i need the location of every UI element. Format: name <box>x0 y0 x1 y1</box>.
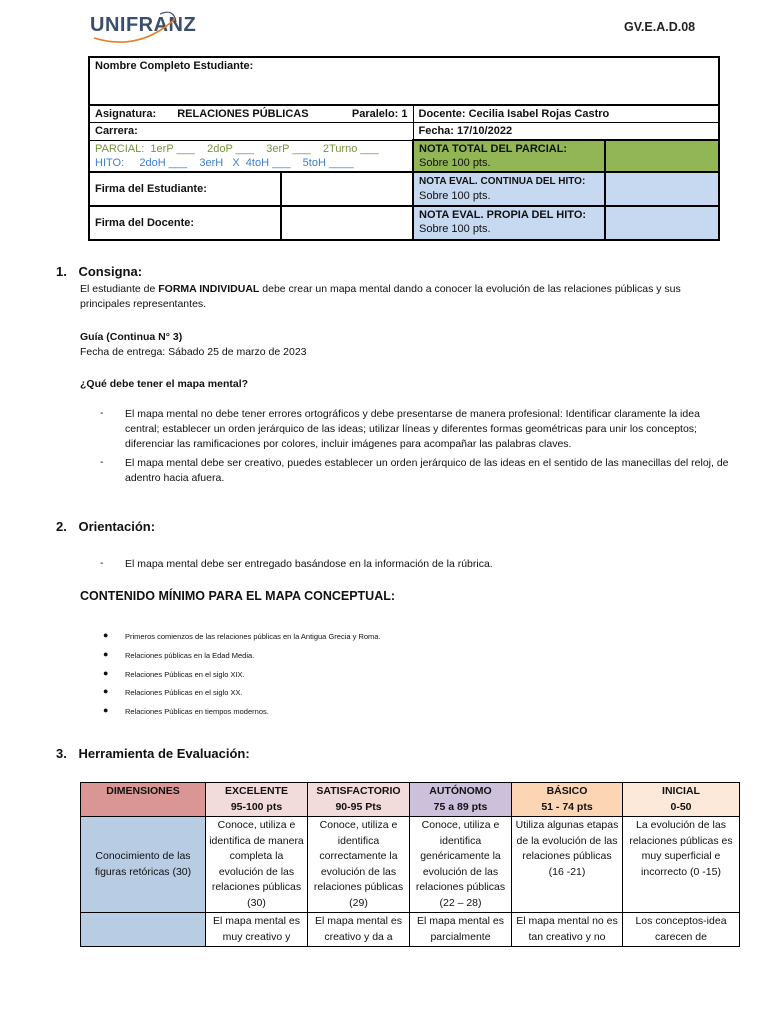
header-range: 90-95 Pts <box>335 800 382 813</box>
contenido-minimo-title: CONTENIDO MÍNIMO PARA EL MAPA CONCEPTUAL: <box>80 589 396 603</box>
section-3-title: Herramienta de Evaluación: <box>78 746 250 761</box>
student-info-table <box>88 56 720 241</box>
dash-marker-1: - <box>100 407 104 419</box>
header-name: INICIAL <box>662 785 700 797</box>
asignatura-label: Asignatura: <box>95 108 157 120</box>
requirement-2: El mapa mental debe ser creativo, puedes establecer un orden jerárquico de las ideas en el sentido de las manecillas del reloj, de adentro hacia afuera. <box>125 457 729 484</box>
rubric-cell-basico: Utiliza algunas etapas de la evolución de las relaciones públicas (16 -21) <box>512 817 623 913</box>
nota-continua-value-cell[interactable] <box>605 172 719 206</box>
section-3-heading <box>56 746 250 761</box>
asignatura-cell <box>89 105 413 123</box>
bullet-1: ● <box>103 630 109 640</box>
mapa-question: ¿Qué debe tener el mapa mental? <box>80 378 249 390</box>
rubric-table <box>80 782 740 947</box>
asignatura-value: RELACIONES PÚBLICAS <box>177 108 309 120</box>
rubric-dimension-cell-2 <box>81 913 206 947</box>
consigna-paragraph <box>80 282 730 312</box>
contenido-item-1: Primeros comienzos de las relaciones públicas en la Antigua Grecia y Roma. <box>125 632 381 641</box>
carrera-cell <box>89 123 413 141</box>
contenido-item-3: Relaciones Públicas en el siglo XIX. <box>125 670 245 679</box>
rubric-header-satisfactorio <box>308 783 410 817</box>
nota-continua-label: NOTA EVAL. CONTINUA DEL HITO: <box>419 176 586 187</box>
section-1-number: 1. <box>56 264 67 279</box>
bullet-2: ● <box>103 649 109 659</box>
rubric-cell-autonomo-2: El mapa mental es parcialmente <box>410 913 512 947</box>
header-range: 95-100 pts <box>230 800 283 813</box>
firma-estudiante-field[interactable] <box>281 172 413 206</box>
rubric-header-excelente <box>206 783 308 817</box>
docente-cell <box>413 105 719 123</box>
dash-marker-3: - <box>100 557 104 569</box>
header-name: DIMENSIONES <box>106 785 180 797</box>
nombre-cell <box>89 57 719 105</box>
rubric-header-autonomo <box>410 783 512 817</box>
rubric-header-row <box>81 783 740 817</box>
unifranz-logo <box>90 14 196 37</box>
firma-docente-label: Firma del Docente: <box>95 217 195 229</box>
hito-line: HITO: 2doH ___ 3erH X 4toH ___ 5toH ____ <box>95 156 354 169</box>
nota-total-cell <box>413 140 605 172</box>
header-range: 0-50 <box>670 800 692 813</box>
dash-marker-2: - <box>100 456 104 468</box>
nota-total-sub: Sobre 100 pts. <box>419 157 491 169</box>
carrera-label: Carrera: <box>95 125 138 137</box>
nota-total-value-cell[interactable] <box>605 140 719 172</box>
rubric-header-dimensiones <box>81 783 206 817</box>
header-name: EXCELENTE <box>224 785 288 797</box>
bullet-5: ● <box>103 705 109 715</box>
logo-text: UNIFRANZ <box>90 14 197 36</box>
rubric-dimension-cell: Conocimiento de las figuras retóricas (30) <box>81 817 206 913</box>
nota-propia-sub: Sobre 100 pts. <box>419 223 491 235</box>
logo-swoosh-icon <box>90 8 182 44</box>
guia-label: Guía (Continua N° 3) <box>80 331 183 343</box>
orientacion-item: El mapa mental debe ser entregado basándose en la información de la rúbrica. <box>125 558 493 570</box>
docente-value: Docente: Cecilia Isabel Rojas Castro <box>418 108 610 120</box>
rubric-cell-satisfactorio: Conoce, utiliza e identifica correctamente la evolución de las relaciones públicas (29) <box>308 817 410 913</box>
rubric-cell-inicial-2: Los conceptos-idea carecen de <box>623 913 740 947</box>
header-name: BÁSICO <box>546 785 588 797</box>
rubric-row-1 <box>81 817 740 913</box>
section-2-heading <box>56 519 155 534</box>
nombre-label: Nombre Completo Estudiante: <box>95 60 254 72</box>
nota-continua-sub: Sobre 100 pts. <box>419 190 491 202</box>
section-3-number: 3. <box>56 746 67 761</box>
rubric-header-inicial <box>623 783 740 817</box>
consigna-text-bold: FORMA INDIVIDUAL <box>158 283 260 295</box>
nota-total-label: NOTA TOTAL DEL PARCIAL: <box>419 143 568 155</box>
firma-docente-cell <box>89 206 281 240</box>
fecha-entrega: Fecha de entrega: Sábado 25 de marzo de 2023 <box>80 346 307 358</box>
rubric-header-basico <box>512 783 623 817</box>
paralelo-value: Paralelo: 1 <box>351 108 408 120</box>
rubric-cell-basico-2: El mapa mental no es tan creativo y no <box>512 913 623 947</box>
nota-propia-value-cell[interactable] <box>605 206 719 240</box>
section-1-title: Consigna: <box>78 264 143 279</box>
contenido-item-2: Relaciones públicas en la Edad Media. <box>125 651 255 660</box>
section-2-number: 2. <box>56 519 67 534</box>
bullet-3: ● <box>103 668 109 678</box>
document-code: GV.E.A.D.08 <box>624 20 696 34</box>
requirement-1: El mapa mental no debe tener errores ortográficos y debe presentarse de manera profesional: Identificar claramente la idea central; establecer un orden jerárquico de las ideas; utilizar líneas y diferentes formas geométricas para unir los conceptos; diferenciar las ramificaciones por colores, incluir imágenes para acompañar las palabras claves. <box>125 408 700 450</box>
section-1-heading <box>56 264 142 279</box>
fecha-cell <box>413 123 719 141</box>
nota-continua-cell <box>413 172 605 206</box>
nota-propia-cell <box>413 206 605 240</box>
rubric-cell-satisfactorio-2: El mapa mental es creativo y da a <box>308 913 410 947</box>
parcial-line: PARCIAL: 1erP ___ 2doP ___ 3erP ___ 2Turno ___ <box>95 142 379 155</box>
nota-propia-label: NOTA EVAL. PROPIA DEL HITO: <box>419 209 587 221</box>
rubric-cell-autonomo: Conoce, utiliza e identifica genéricamente la evolución de las relaciones públicas (22 – 28) <box>410 817 512 913</box>
rubric-row-2 <box>81 913 740 947</box>
header-name: SATISFACTORIO <box>316 785 401 797</box>
parcial-hito-cell <box>89 140 413 172</box>
firma-docente-field[interactable] <box>281 206 413 240</box>
bullet-4: ● <box>103 686 109 696</box>
rubric-cell-inicial: La evolución de las relaciones públicas es muy superficial e incorrecto (0 -15) <box>623 817 740 913</box>
header-name: AUTÓNOMO <box>429 785 492 797</box>
consigna-text-c: debe crear un mapa mental dando a conocer la evolución de las relaciones públicas y sus principales representantes. <box>80 283 681 310</box>
header-range: 75 a 89 pts <box>433 800 488 813</box>
contenido-item-4: Relaciones Públicas en el siglo XX. <box>125 688 243 697</box>
rubric-cell-excelente-2: El mapa mental es muy creativo y <box>206 913 308 947</box>
firma-estudiante-label: Firma del Estudiante: <box>95 183 207 195</box>
fecha-value: Fecha: 17/10/2022 <box>418 125 513 137</box>
contenido-item-5: Relaciones Públicas en tiempos modernos. <box>125 707 269 716</box>
firma-estudiante-cell <box>89 172 281 206</box>
section-2-title: Orientación: <box>78 519 156 534</box>
header-range: 51 - 74 pts <box>541 800 593 813</box>
rubric-cell-excelente: Conoce, utiliza e identifica de manera completa la evolución de las relaciones públicas (30) <box>206 817 308 913</box>
consigna-text-a: El estudiante de <box>80 283 159 295</box>
